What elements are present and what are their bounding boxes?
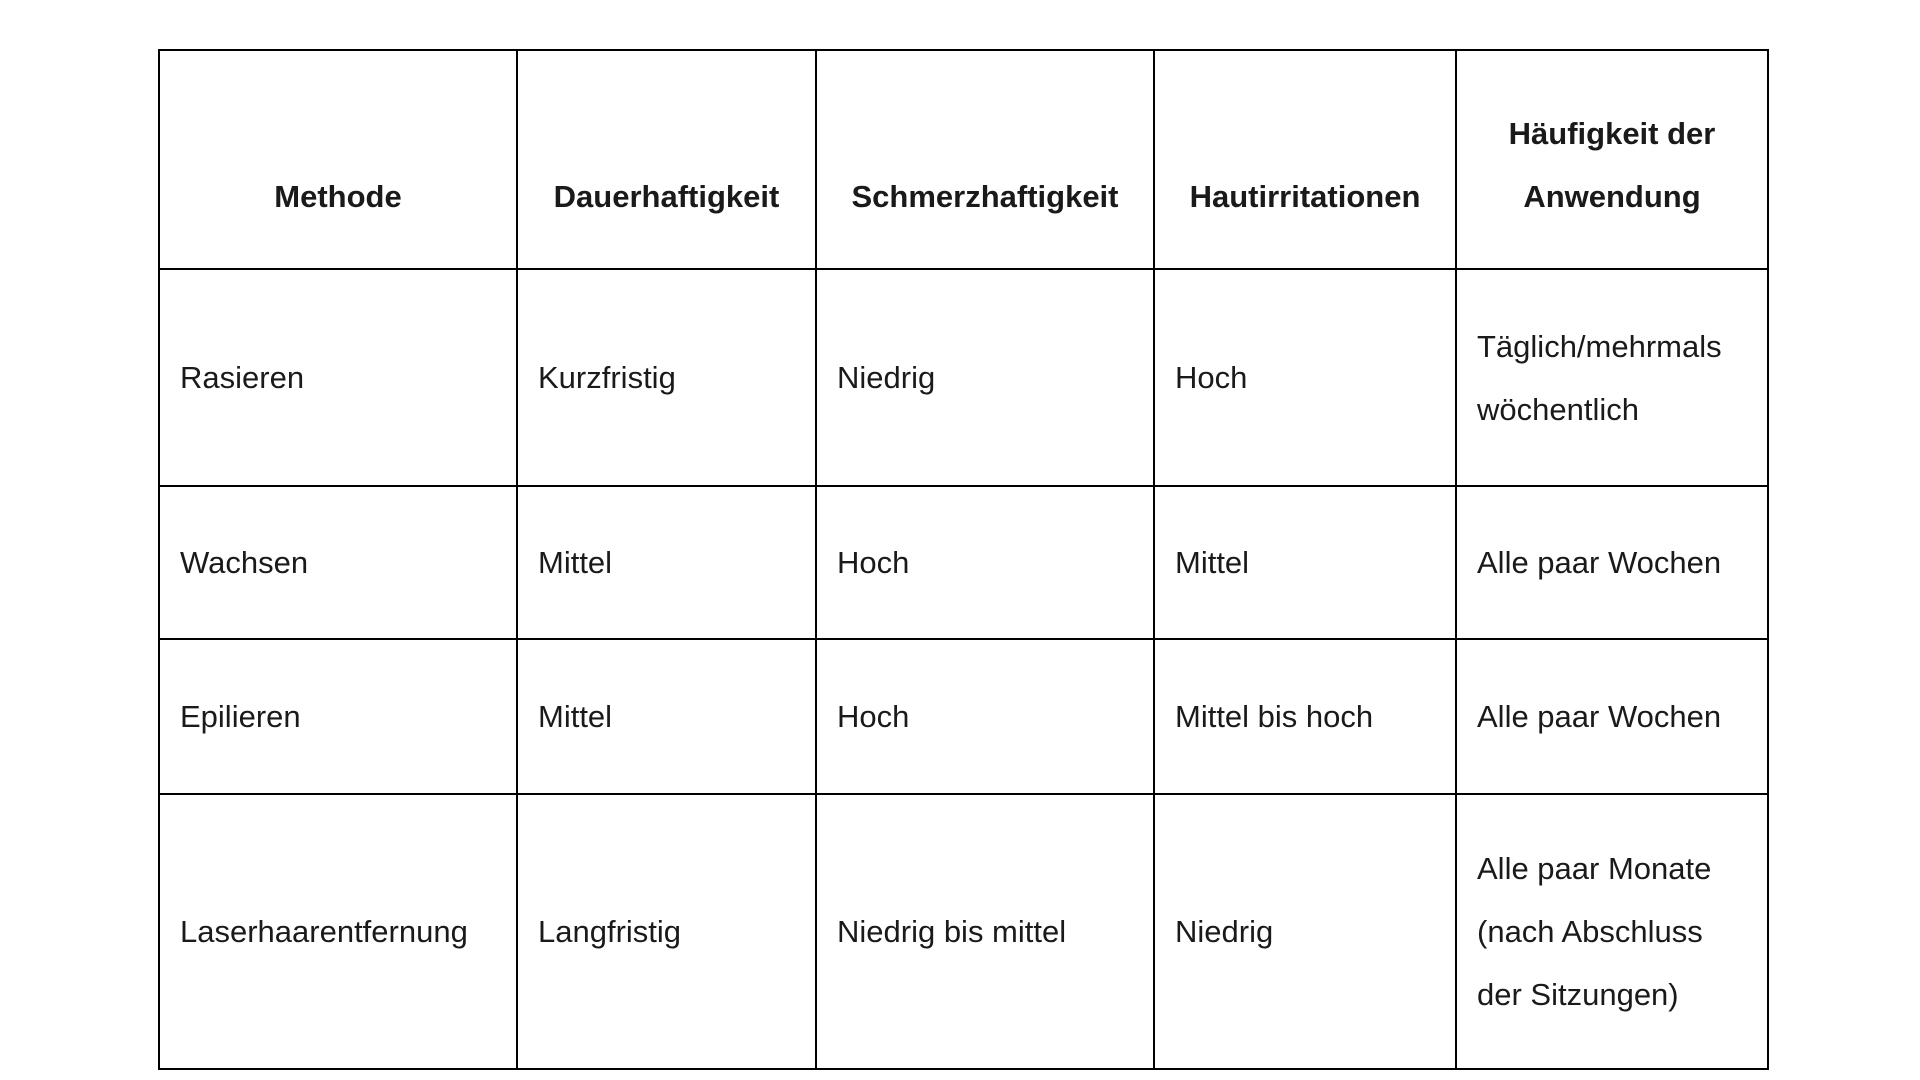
- header-cell-hautirritationen: Hautirritationen: [1154, 50, 1456, 269]
- header-cell-haeufigkeit: Häufigkeit der Anwendung: [1456, 50, 1768, 269]
- cell-hautirritationen: Mittel bis hoch: [1154, 639, 1456, 794]
- header-cell-schmerzhaftigkeit: Schmerzhaftigkeit: [816, 50, 1154, 269]
- cell-haeufigkeit: Täglich/mehrmals wöchentlich: [1456, 269, 1768, 486]
- cell-methode: Epilieren: [159, 639, 517, 794]
- table-row-laserhaarentfernung: [159, 794, 1768, 1069]
- cell-hautirritationen: Niedrig: [1154, 794, 1456, 1069]
- cell-schmerzhaftigkeit: Niedrig: [816, 269, 1154, 486]
- hair-removal-comparison-table: [158, 49, 1769, 1070]
- cell-hautirritationen: Hoch: [1154, 269, 1456, 486]
- cell-methode: Rasieren: [159, 269, 517, 486]
- cell-methode: Wachsen: [159, 486, 517, 639]
- cell-haeufigkeit: Alle paar Wochen: [1456, 486, 1768, 639]
- cell-schmerzhaftigkeit: Hoch: [816, 486, 1154, 639]
- cell-dauerhaftigkeit: Mittel: [517, 486, 816, 639]
- cell-schmerzhaftigkeit: Hoch: [816, 639, 1154, 794]
- cell-hautirritationen: Mittel: [1154, 486, 1456, 639]
- cell-dauerhaftigkeit: Mittel: [517, 639, 816, 794]
- cell-methode: Laserhaarentfernung: [159, 794, 517, 1069]
- cell-schmerzhaftigkeit: Niedrig bis mittel: [816, 794, 1154, 1069]
- cell-haeufigkeit: Alle paar Wochen: [1456, 639, 1768, 794]
- cell-dauerhaftigkeit: Kurzfristig: [517, 269, 816, 486]
- header-cell-methode: Methode: [159, 50, 517, 269]
- table-row-wachsen: [159, 486, 1768, 639]
- header-row: [159, 50, 1768, 269]
- cell-dauerhaftigkeit: Langfristig: [517, 794, 816, 1069]
- table-row-epilieren: [159, 639, 1768, 794]
- cell-haeufigkeit: Alle paar Monate (nach Abschluss der Sitzungen): [1456, 794, 1768, 1069]
- header-cell-dauerhaftigkeit: Dauerhaftigkeit: [517, 50, 816, 269]
- table-row-rasieren: [159, 269, 1768, 486]
